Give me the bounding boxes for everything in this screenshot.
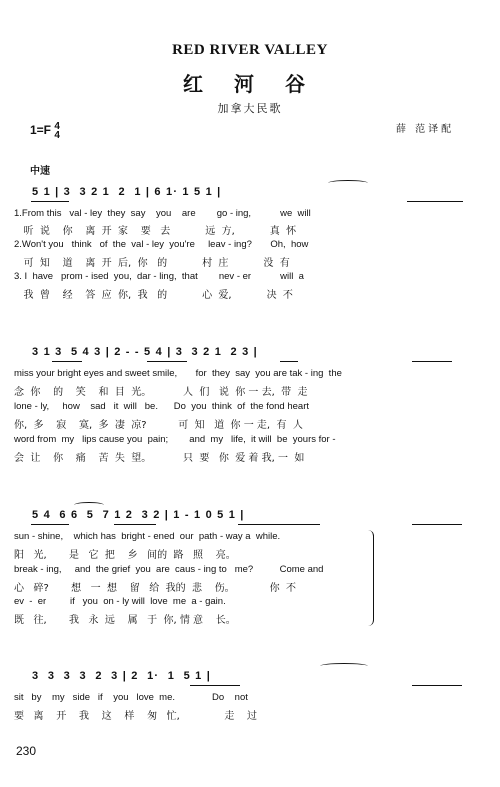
lyric-verse2-en: 2.Won't you think of the val - ley you're leav - ing? Oh, how <box>14 239 309 250</box>
beam-underline <box>412 524 462 525</box>
tie-mark <box>328 180 368 186</box>
tie-mark <box>320 663 368 669</box>
tempo-marking: 中速 <box>30 166 50 177</box>
slur-mark <box>74 502 104 508</box>
song-title-english: RED RIVER VALLEY <box>172 42 328 58</box>
lyric-verse2-cn: 心 碎? 想 一 想 留 给 我的 悲 伤。 你 不 <box>14 583 296 594</box>
beam-underline <box>280 361 298 362</box>
notation-line: 5 4 6 6 5 7 1 2 3 2 | 1 - 1 0 5 1 | <box>32 509 245 521</box>
notation-line: 3 1 3 5 4 3 | 2 - - 5 4 | 3 3 2 1 2 3 | <box>32 346 258 358</box>
song-origin: 加拿大民歌 <box>217 102 283 115</box>
lyric-verse3-en: word from my lips cause you pain; and my life, it will be yours for - <box>14 434 336 445</box>
lyric-verse3-en: 3. I have prom - ised you, dar - ling, that nev - er will a <box>14 271 304 282</box>
lyric-cn: 要 离 开 我 这 样 匆 忙, 走 过 <box>14 711 258 722</box>
lyric-verse3-en: ev - er if you on - ly will love me a - gain. <box>14 596 226 607</box>
lyric-verse2-en: break - ing, and the grief you are caus - ing to me? Come and <box>14 564 324 575</box>
translator-credit: 薛 范译配 <box>396 124 455 135</box>
time-signature: 4 4 <box>54 121 60 141</box>
lyric-verse1-en: sun - shine, which has bright - ened our path - way a while. <box>14 531 281 542</box>
lyric-verse1-cn: 阳 光, 是 它 把 乡 间的 路 照 亮。 <box>14 550 236 561</box>
lyric-verse2-cn: 你, 多 寂 寞, 多 凄 凉? 可 知 道 你 一 走, 有 人 <box>14 420 303 431</box>
key-signature: 1=F 4 4 <box>30 121 60 141</box>
beam-underline <box>407 201 463 202</box>
lyric-verse1-en: miss your bright eyes and sweet smile, for they say you are tak - ing the <box>14 368 342 379</box>
beam-underline <box>190 685 240 686</box>
lyric-verse3-cn: 既 往, 我 永 远 属 于 你, 情 意 长。 <box>14 615 236 626</box>
lyric-verse2-cn: 可 知 道 离 开 后, 你 的 村 庄 没 有 <box>14 258 290 269</box>
notation-line: 3 3 3 3 2 3 | 2 1· 1 5 1 | <box>32 670 212 682</box>
lyric-verse3-cn: 会 让 你 痛 苦 失 望。 只 要 你 爱 着 我, 一 如 <box>14 453 305 464</box>
lyric-en: sit by my side if you love me. Do not <box>14 692 248 703</box>
notation-line: 5 1 | 3 3 2 1 2 1 | 6 1· 1 5 1 | <box>32 186 222 198</box>
song-title-chinese: 红 河 谷 <box>183 72 317 96</box>
lyric-verse3-cn: 我 曾 经 答 应 你, 我 的 心 爱, 决 不 <box>14 290 293 301</box>
beam-underline <box>238 524 320 525</box>
lyric-verse1-cn: 听 说 你 离 开 家 要 去 远 方, 真 怀 <box>14 226 297 237</box>
beam-underline <box>114 524 156 525</box>
lyric-verse1-en: 1.From this val - ley they say you are go - ing, we will <box>14 208 311 219</box>
verse-bracket <box>368 530 374 626</box>
page-number: 230 <box>16 744 37 758</box>
beam-underline <box>147 361 187 362</box>
beam-underline <box>412 685 462 686</box>
beam-underline <box>31 524 69 525</box>
beam-underline <box>412 361 452 362</box>
lyric-verse2-en: lone - ly, how sad it will be. Do you think of the fond heart <box>14 401 309 412</box>
beam-underline <box>52 361 82 362</box>
lyric-verse1-cn: 念 你 的 笑 和 目 光。 人 们 说 你 一 去, 带 走 <box>14 387 308 398</box>
beam-underline <box>31 201 69 202</box>
